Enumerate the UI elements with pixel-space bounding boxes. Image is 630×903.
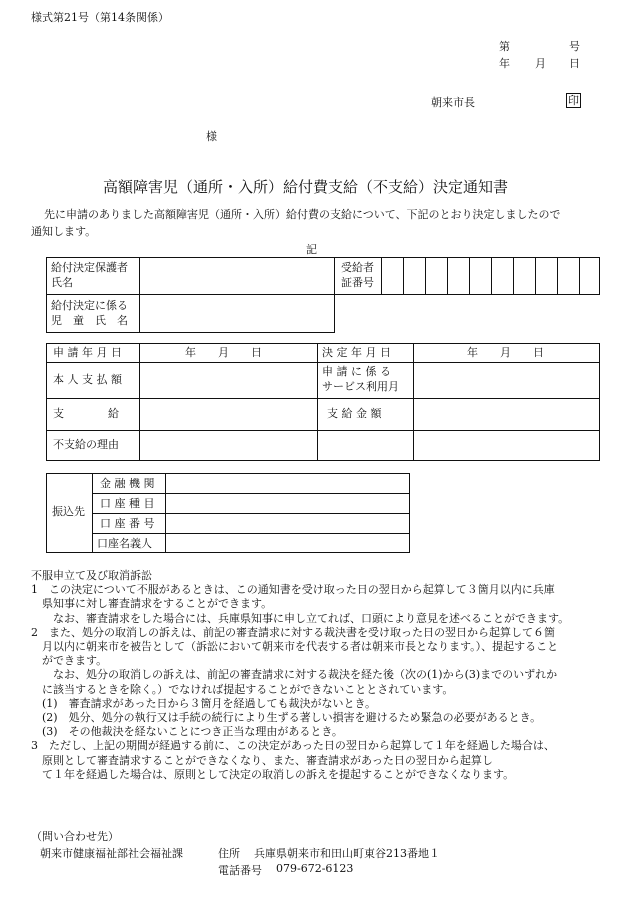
date-month-label: 月 — [535, 57, 546, 70]
contact-phone: 079-672-6123 — [276, 862, 354, 875]
date-day-label: 日 — [569, 57, 580, 70]
guardian-info-table — [46, 257, 600, 295]
note-line: 原則として審査請求することができなくなり、また、審査請求があった日の翌日から起算し — [31, 753, 493, 767]
intro-line-2: 通知します。 — [31, 225, 97, 238]
payment-label: 支 給 — [53, 407, 119, 420]
ki-heading: 記 — [306, 243, 317, 256]
note-line: 月以内に朝来市を被告として（訴訟において朝来市を代表する者は朝来市長となります。）、提起すること — [31, 640, 559, 654]
apply-date-label: 申 請 年 月 日 — [53, 346, 122, 359]
account-holder-label: 口座名義人 — [97, 537, 152, 550]
contact-address: 兵庫県朝来市和田山町東谷213番地１ — [254, 847, 440, 860]
guardian-name-label-1: 給付決定保護者 — [51, 261, 128, 274]
addressee-suffix: 様 — [206, 130, 217, 143]
date-year-label: 年 — [499, 57, 510, 70]
recipient-number-label-1: 受給者 — [341, 261, 374, 274]
number-suffix: 号 — [569, 40, 580, 53]
account-number-label: 口 座 番 号 — [100, 517, 155, 530]
note-line: (3) その他裁決を経ないことにつき正当な理由があるとき。 — [31, 725, 343, 739]
child-name-label-2: 児 童 氏 名 — [51, 314, 128, 327]
service-month-label-2: サービス利用月 — [322, 380, 399, 393]
recipient-number-label-2: 証番号 — [341, 276, 374, 289]
note-line: なお、審査請求をした場合には、兵庫県知事に申し立てれば、口頭により意見を述べることができます。 — [31, 611, 570, 625]
transfer-label: 振込先 — [52, 505, 85, 518]
decision-table — [46, 343, 600, 461]
page-title: 高額障害児（通所・入所）給付費支給（不支給）決定通知書 — [103, 178, 509, 196]
note-line: 県知事に対し審査請求をすることができます。 — [31, 597, 273, 611]
bank-label: 金 融 機 関 — [100, 477, 155, 490]
note-line: ができます。 — [31, 654, 108, 668]
note-line: 3 ただし、上記の期間が経過する前に、この決定があった日の翌日から起算して１年を経過した場合は、 — [31, 739, 555, 753]
contact-phone-label: 電話番号 — [218, 864, 262, 877]
note-line: (1) 審査請求があった日から３箇月を経過しても裁決がないとき。 — [31, 696, 377, 710]
note-line: に該当するときを除く。）でなければ提起することができないこととされています。 — [31, 682, 454, 696]
contact-department: 朝来市健康福祉部社会福祉課 — [40, 847, 183, 860]
appeal-notes — [31, 569, 616, 782]
note-line: (2) 処分、処分の執行又は手続の続行により生ずる著しい損害を避けるため緊急の必要があるとき。 — [31, 711, 542, 725]
note-line: て１年を経過した場合は、原則として決定の取消しの訴えを提起することができなくなります。 — [31, 767, 515, 781]
child-name-label-1: 給付決定に係る — [51, 299, 128, 312]
note-line: なお、処分の取消しの訴えは、前記の審査請求に対する裁決を経た後（次の(1)から(3)までのいずれか — [31, 668, 558, 682]
child-name-table — [46, 294, 335, 333]
decision-date-label: 決 定 年 月 日 — [322, 346, 391, 359]
contact-address-label: 住所 — [218, 847, 240, 860]
service-month-label-1: 申 請 に 係 る — [322, 365, 391, 378]
account-type-label: 口 座 種 目 — [100, 497, 155, 510]
number-label: 第 — [499, 40, 510, 53]
note-line: 1 この決定について不服があるときは、この通知書を受け取った日の翌日から起算して３箇月以内に兵庫 — [31, 583, 555, 597]
self-pay-label: 本 人 支 払 額 — [53, 373, 122, 386]
non-payment-reason-label: 不支給の理由 — [53, 438, 119, 451]
notes-heading: 不服申立て及び取消訴訟 — [31, 569, 152, 582]
decision-date-value: 年 月 日 — [467, 346, 544, 359]
payment-amount-label: 支 給 金 額 — [327, 407, 382, 420]
intro-line-1: 先に申請のありました高額障害児（通所・入所）給付費の支給について、下記のとおり決定しましたので — [44, 208, 561, 221]
bank-transfer-table — [46, 473, 410, 553]
apply-date-value: 年 月 日 — [185, 346, 262, 359]
form-number: 様式第21号（第14条関係） — [31, 11, 169, 24]
guardian-name-label-2: 氏名 — [51, 276, 73, 289]
note-line: 2 また、処分の取消しの訴えは、前記の審査請求に対する裁決書を受け取った日の翌日から起算して６箇 — [31, 625, 555, 639]
contact-heading: （問い合わせ先） — [31, 830, 119, 843]
issuer-name: 朝来市長 — [431, 96, 475, 109]
seal-mark: 印 — [568, 94, 579, 107]
